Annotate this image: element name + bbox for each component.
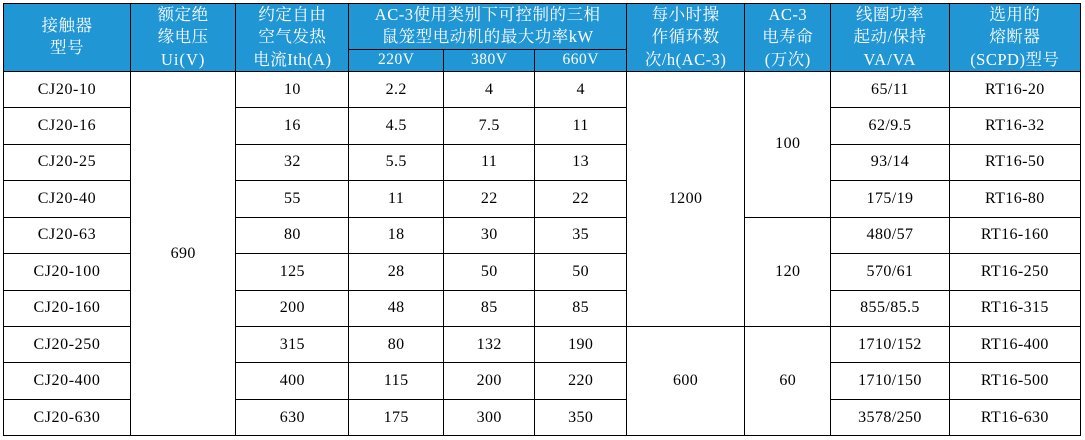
- cell-fuse: RT16-400: [949, 326, 1080, 362]
- header-coil-line1: 线圈功率: [855, 5, 924, 24]
- header-voltage-220: 220V: [349, 49, 444, 71]
- cell-power-220: 18: [349, 217, 444, 253]
- cell-power-220: 2.2: [349, 71, 444, 107]
- cell-thermal-current: 125: [236, 254, 349, 290]
- cell-power-220: 4.5: [349, 108, 444, 144]
- cell-thermal-current: 400: [236, 363, 349, 399]
- header-model-line1: 接触器: [41, 16, 93, 36]
- cell-power-380: 85: [444, 290, 535, 326]
- cell-coil-power: 570/61: [831, 254, 949, 290]
- cell-power-660: 13: [535, 144, 626, 180]
- header-model: [4, 4, 131, 72]
- cell-model: CJ20-100: [4, 254, 131, 290]
- cell-model: CJ20-10: [4, 71, 131, 107]
- header-fuse: [949, 4, 1080, 72]
- header-thermal-line1: 约定自由: [258, 5, 327, 24]
- header-fuse-line1: 选用的: [989, 5, 1041, 24]
- cell-coil-power: 62/9.5: [831, 108, 949, 144]
- cell-thermal-current: 80: [236, 217, 349, 253]
- cell-power-660: 350: [535, 399, 626, 435]
- cell-thermal-current: 315: [236, 326, 349, 362]
- cell-thermal-current: 10: [236, 71, 349, 107]
- cell-power-380: 4: [444, 71, 535, 107]
- cell-coil-power: 1710/150: [831, 363, 949, 399]
- cell-power-220: 175: [349, 399, 444, 435]
- cell-electrical-life-group2: 120: [745, 217, 831, 326]
- cell-fuse: RT16-250: [949, 254, 1080, 290]
- cell-power-220: 5.5: [349, 144, 444, 180]
- cell-model: CJ20-400: [4, 363, 131, 399]
- header-ac3-line1: AC-3使用类别下可控制的三相: [374, 5, 601, 25]
- header-life-line2: 电寿命: [762, 27, 814, 47]
- header-operating-cycles: [626, 4, 744, 72]
- header-life-line3: (万次): [764, 49, 811, 69]
- cell-power-660: 22: [535, 181, 626, 217]
- cell-coil-power: 855/85.5: [831, 290, 949, 326]
- cell-power-380: 30: [444, 217, 535, 253]
- header-voltage-380: 380V: [444, 49, 535, 71]
- table-row: [4, 71, 1081, 107]
- cell-power-380: 50: [444, 254, 535, 290]
- cell-model: CJ20-160: [4, 290, 131, 326]
- header-electrical-life: [745, 4, 831, 72]
- header-ops-line3: 次/h(AC-3): [644, 49, 727, 69]
- cell-power-380: 11: [444, 144, 535, 180]
- cell-power-220: 48: [349, 290, 444, 326]
- cell-model: CJ20-630: [4, 399, 131, 435]
- cell-fuse: RT16-160: [949, 217, 1080, 253]
- contactor-spec-table: [3, 3, 1081, 436]
- cell-fuse: RT16-80: [949, 181, 1080, 217]
- header-model-line2: 型号: [49, 38, 84, 58]
- header-thermal-line3: 电流Ith(A): [253, 49, 332, 69]
- header-ac3-line2: 鼠笼型电动机的最大功率kW: [381, 27, 594, 47]
- cell-model: CJ20-16: [4, 108, 131, 144]
- cell-fuse: RT16-50: [949, 144, 1080, 180]
- cell-coil-power: 1710/152: [831, 326, 949, 362]
- header-coil-line2: 起动/保持: [853, 27, 927, 47]
- header-insulation-voltage: [130, 4, 235, 72]
- cell-power-660: 35: [535, 217, 626, 253]
- cell-fuse: RT16-500: [949, 363, 1080, 399]
- cell-thermal-current: 16: [236, 108, 349, 144]
- cell-power-380: 300: [444, 399, 535, 435]
- cell-operating-cycles-group2: 600: [626, 326, 744, 435]
- cell-insulation-voltage: 690: [130, 71, 235, 436]
- cell-thermal-current: 55: [236, 181, 349, 217]
- cell-power-660: 11: [535, 108, 626, 144]
- table-header: [4, 4, 1081, 72]
- cell-power-220: 115: [349, 363, 444, 399]
- cell-coil-power: 3578/250: [831, 399, 949, 435]
- cell-coil-power: 93/14: [831, 144, 949, 180]
- cell-thermal-current: 200: [236, 290, 349, 326]
- header-thermal-current: [236, 4, 349, 72]
- cell-coil-power: 480/57: [831, 217, 949, 253]
- header-fuse-line3: (SCPD)型号: [970, 49, 1060, 69]
- header-insulation-line3: Ui(V): [160, 49, 206, 69]
- header-voltage-660: 660V: [535, 49, 626, 71]
- cell-power-220: 11: [349, 181, 444, 217]
- table-body: [4, 71, 1081, 436]
- cell-fuse: RT16-20: [949, 71, 1080, 107]
- header-row-1: [4, 4, 1081, 50]
- header-insulation-line2: 缘电压: [157, 27, 209, 47]
- header-life-line1: AC-3: [768, 5, 808, 24]
- header-coil-line3: VA/VA: [863, 49, 917, 69]
- cell-fuse: RT16-32: [949, 108, 1080, 144]
- header-coil-power: [831, 4, 949, 72]
- cell-operating-cycles-group1: 1200: [626, 71, 744, 326]
- cell-power-660: 85: [535, 290, 626, 326]
- cell-thermal-current: 32: [236, 144, 349, 180]
- cell-power-220: 28: [349, 254, 444, 290]
- cell-electrical-life-group3: 60: [745, 326, 831, 435]
- header-ops-line1: 每小时操: [651, 5, 720, 24]
- cell-model: CJ20-25: [4, 144, 131, 180]
- cell-power-380: 22: [444, 181, 535, 217]
- header-thermal-line2: 空气发热: [258, 27, 327, 47]
- cell-power-660: 50: [535, 254, 626, 290]
- cell-power-660: 4: [535, 71, 626, 107]
- cell-power-660: 220: [535, 363, 626, 399]
- cell-power-220: 80: [349, 326, 444, 362]
- cell-power-660: 190: [535, 326, 626, 362]
- cell-model: CJ20-250: [4, 326, 131, 362]
- header-fuse-line2: 熔断器: [989, 27, 1041, 47]
- cell-power-380: 200: [444, 363, 535, 399]
- cell-model: CJ20-40: [4, 181, 131, 217]
- cell-electrical-life-group1: 100: [745, 71, 831, 217]
- cell-thermal-current: 630: [236, 399, 349, 435]
- cell-fuse: RT16-630: [949, 399, 1080, 435]
- cell-coil-power: 175/19: [831, 181, 949, 217]
- cell-power-380: 7.5: [444, 108, 535, 144]
- cell-model: CJ20-63: [4, 217, 131, 253]
- cell-fuse: RT16-315: [949, 290, 1080, 326]
- header-insulation-line1: 额定绝: [157, 5, 209, 24]
- header-ac3-power-group: [349, 4, 627, 50]
- header-ops-line2: 作循环数: [651, 27, 720, 47]
- cell-power-380: 132: [444, 326, 535, 362]
- cell-coil-power: 65/11: [831, 71, 949, 107]
